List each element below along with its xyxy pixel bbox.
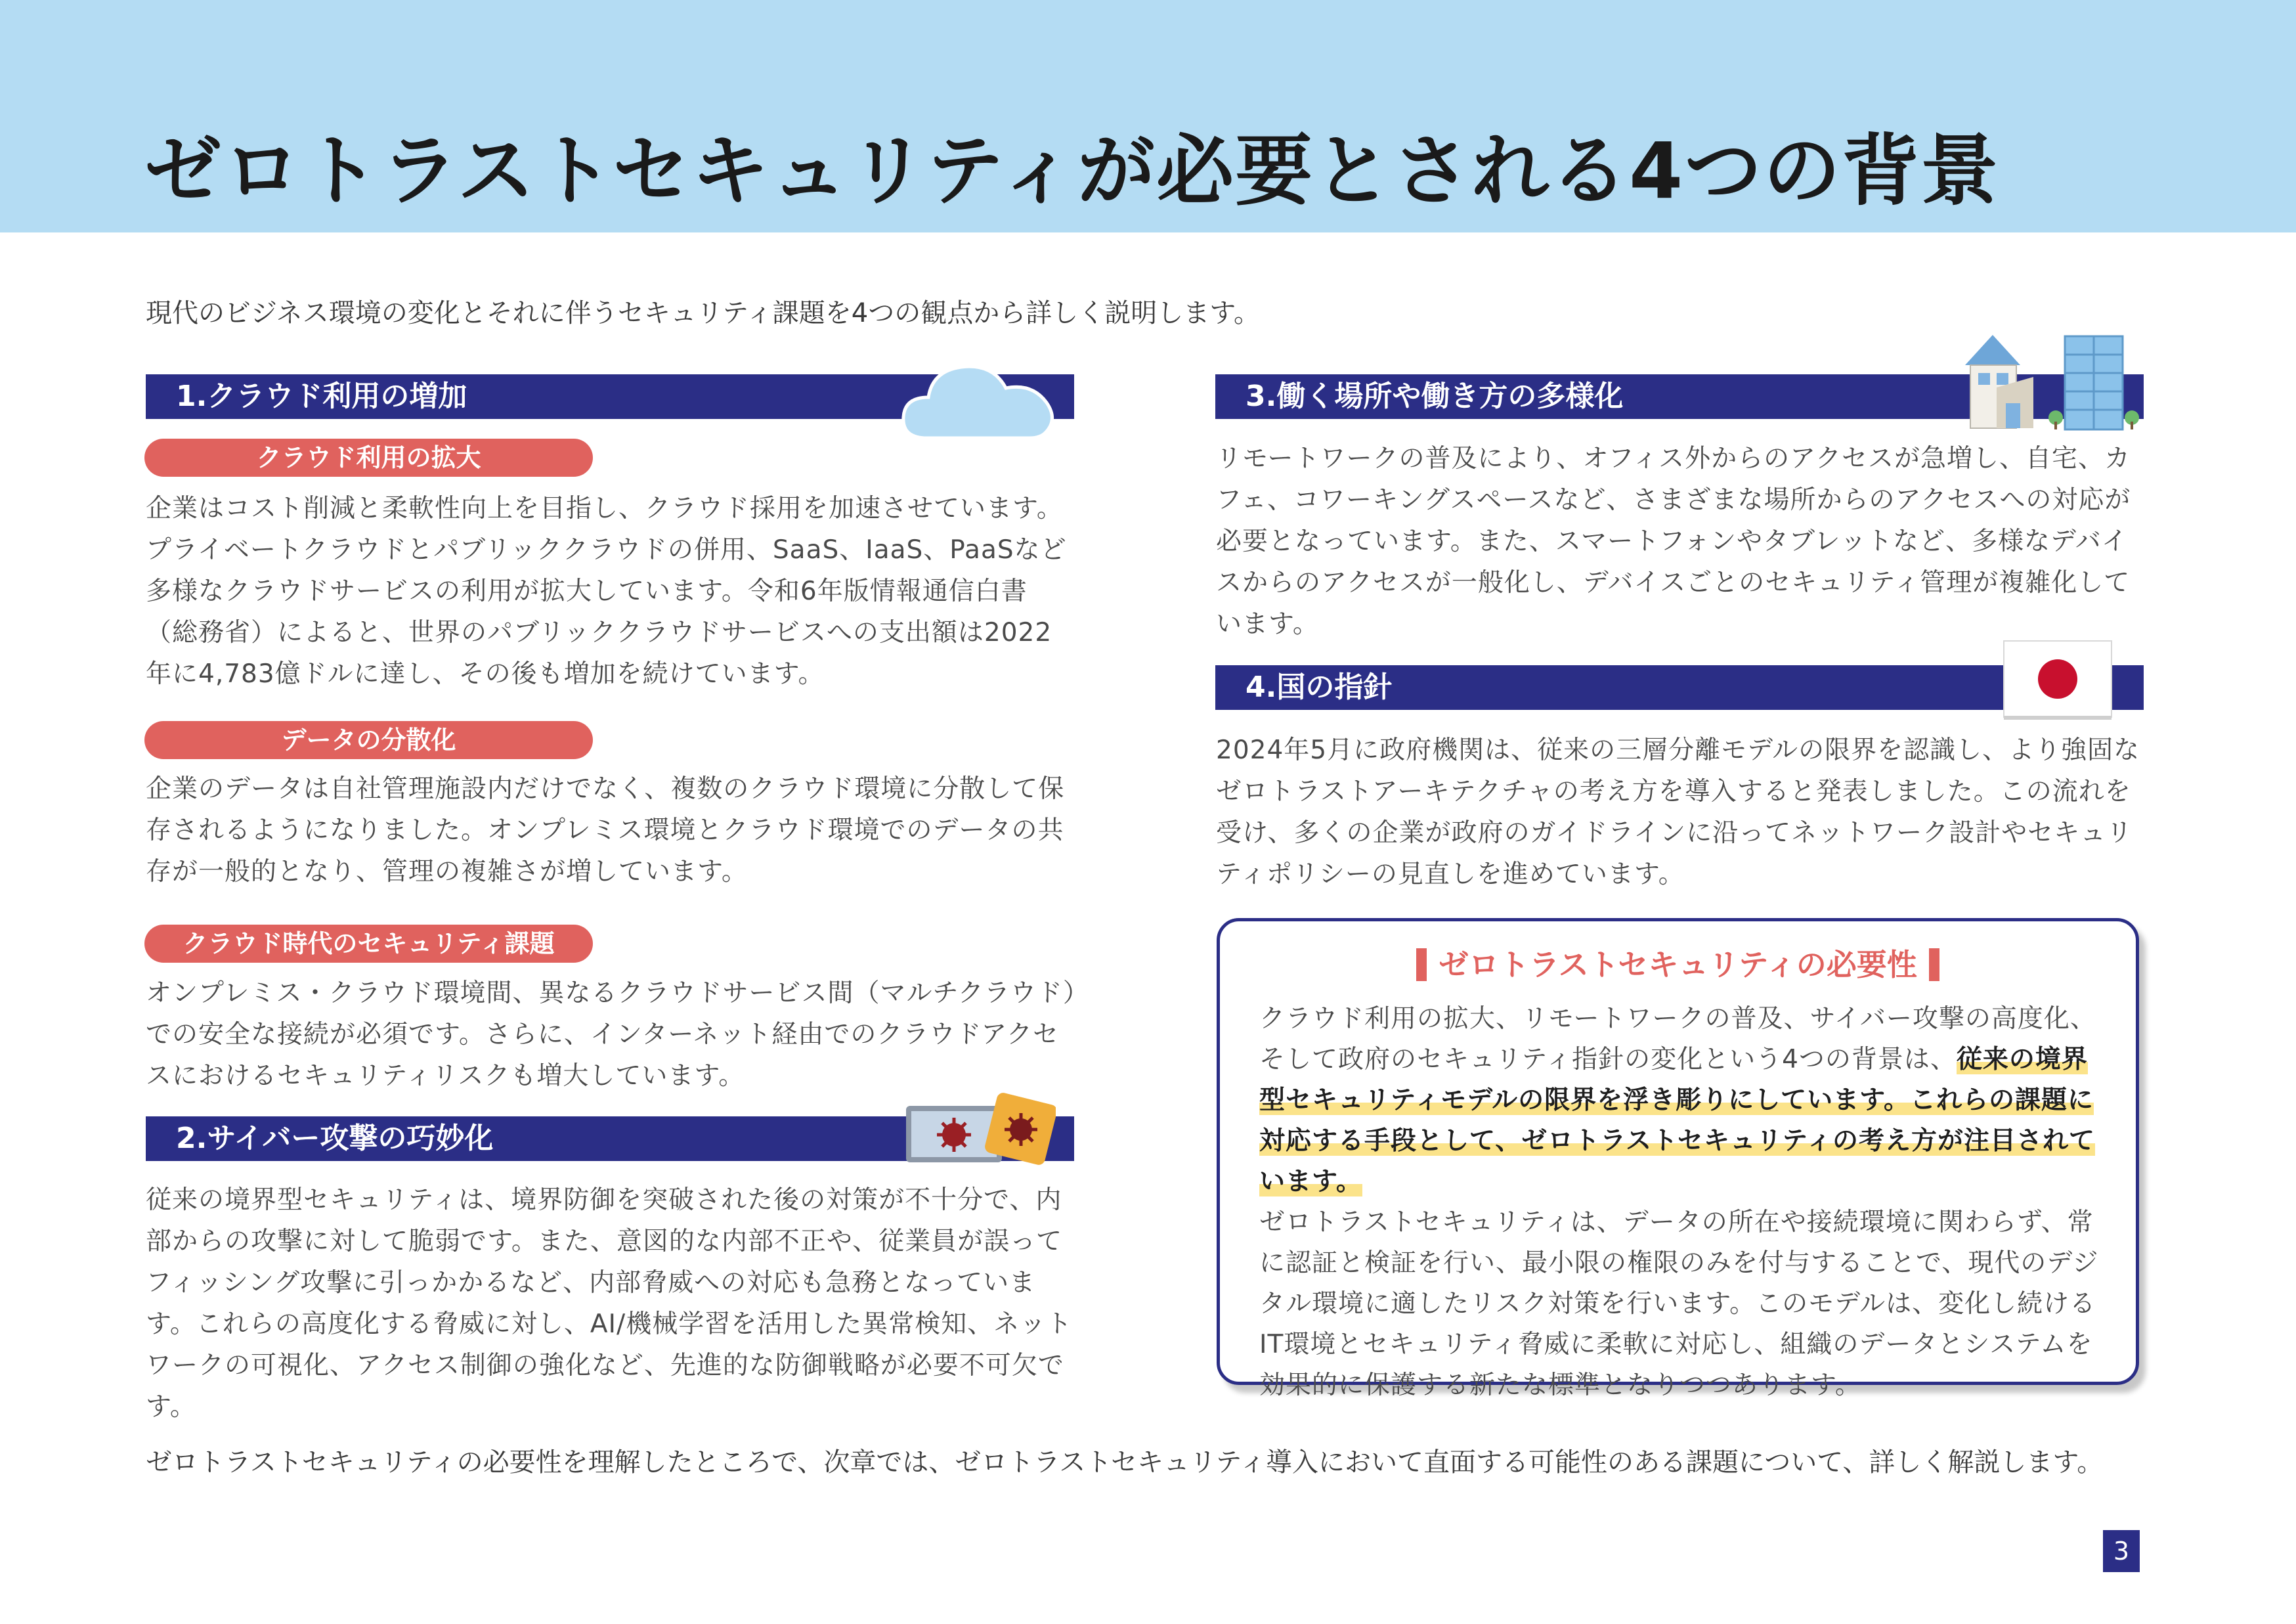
- data-distribution-text: 企業のデータは自社管理施設内だけでなく、複数のクラウド環境に分散して保存されるようになりました。オンプレミス環境とクラウド環境でのデータの共存が一般的となり、管理の複雑さが増しています。: [146, 774, 1065, 887]
- callout-highlight-text: 従来の境界型セキュリティモデルの限界を浮き彫りにしています。これらの課題に対応する手段として、ゼロトラストセキュリティの考え方が注目されています。: [1259, 1045, 2095, 1196]
- section4-text: 2024年5月に政府機関は、従来の三層分離モデルの限界を認識し、より強固なゼロトラストアーキテクチャの考え方を導入すると発表しました。この流れを受け、多くの企業が政府のガイドラインに沿ってネットワーク設計やセキュリティポリシーの見直しを進めています。: [1216, 735, 2140, 889]
- section2-title: 2.サイバー攻撃の巧妙化: [176, 1122, 494, 1155]
- section1-title: 1.クラウド利用の増加: [176, 380, 467, 413]
- japan-flag-icon: [2000, 638, 2115, 722]
- pill-cloud-security: クラウド時代のセキュリティ課題: [144, 925, 593, 963]
- heading-marker-right: [1929, 948, 1939, 981]
- page-number: 3: [2103, 1530, 2140, 1572]
- callout-heading: [1220, 945, 2136, 984]
- cloud-icon: [901, 351, 1058, 440]
- necessity-callout: [1217, 918, 2139, 1400]
- section3-title: 3.働く場所や働き方の多様化: [1245, 380, 1624, 413]
- intro-text: 現代のビジネス環境の変化とそれに伴うセキュリティ課題を4つの観点から詳しく説明します。: [146, 298, 1261, 328]
- house-building-icon: [1960, 331, 2144, 433]
- pill-data-distribution: データの分散化: [144, 721, 593, 759]
- malware-laptop-icon: [905, 1091, 1056, 1165]
- callout-lead-text: クラウド利用の拡大、リモートワークの普及、サイバー攻撃の高度化、そして政府のセキュリティ指針の変化という4つの背景は、: [1259, 1004, 2096, 1074]
- callout-body: [1259, 999, 2106, 1406]
- section4-title: 4.国の指針: [1245, 670, 1393, 704]
- cloud-expansion-text: 企業はコスト削減と柔軟性向上を目指し、クラウド採用を加速させています。プライベートクラウドとパブリッククラウドの併用、SaaS、IaaS、PaaSなど多様なクラウドサービスの利用が拡大しています。令和6年版情報通信白書（総務省）によると、世界のパブリッククラウドサービスへの支出額は2022年に4,783億ドルに達し、その後も増加を続けています。: [146, 494, 1067, 689]
- closing-text: ゼロトラストセキュリティの必要性を理解したところで、次章では、ゼロトラストセキュリティ導入において直面する可能性のある課題について、詳しく解説します。: [146, 1447, 2104, 1478]
- section3-text: リモートワークの普及により、オフィス外からのアクセスが急増し、自宅、カフェ、コワーキングスペースなど、さまざまな場所からのアクセスへの対応が必要となっています。また、スマートフォンやタブレットなど、多様なデバイスからのアクセスが一般化し、デバイスごとのセキュリティ管理が複雑化しています。: [1216, 444, 2131, 639]
- cloud-security-text: オンプレミス・クラウド環境間、異なるクラウドサービス間（マルチクラウド）での安全な接続が必須です。さらに、インターネット経由でのクラウドアクセスにおけるセキュリティリスクも増大しています。: [146, 978, 1077, 1091]
- callout-rest-text: ゼロトラストセキュリティは、データの所在や接続環境に関わらず、常に認証と検証を行い、最小限の権限のみを付与することで、現代のデジタル環境に適したリスク対策を行います。このモデルは、変化し続けるIT環境とセキュリティ脅威に柔軟に対応し、組織のデータとシステムを効果的に保護する新たな標準となりつつあります。: [1259, 1208, 2099, 1400]
- section2-text: 従来の境界型セキュリティは、境界防御を突破された後の対策が不十分で、内部からの攻撃に対して脆弱です。また、意図的な内部不正や、従業員が誤ってフィッシング攻撃に引っかかるなど、内部脅威への対応も急務となっています。これらの高度化する脅威に対し、AI/機械学習を活用した異常検知、ネットワークの可視化、アクセス制御の強化など、先進的な防御戦略が必要不可欠です。: [146, 1185, 1073, 1422]
- pill-cloud-expansion: クラウド利用の拡大: [144, 439, 593, 477]
- page-title: ゼロトラストセキュリティが必要とされる4つの背景: [144, 125, 2000, 216]
- callout-title: ゼロトラストセキュリティの必要性: [1439, 947, 1917, 982]
- heading-marker-left: [1416, 948, 1427, 981]
